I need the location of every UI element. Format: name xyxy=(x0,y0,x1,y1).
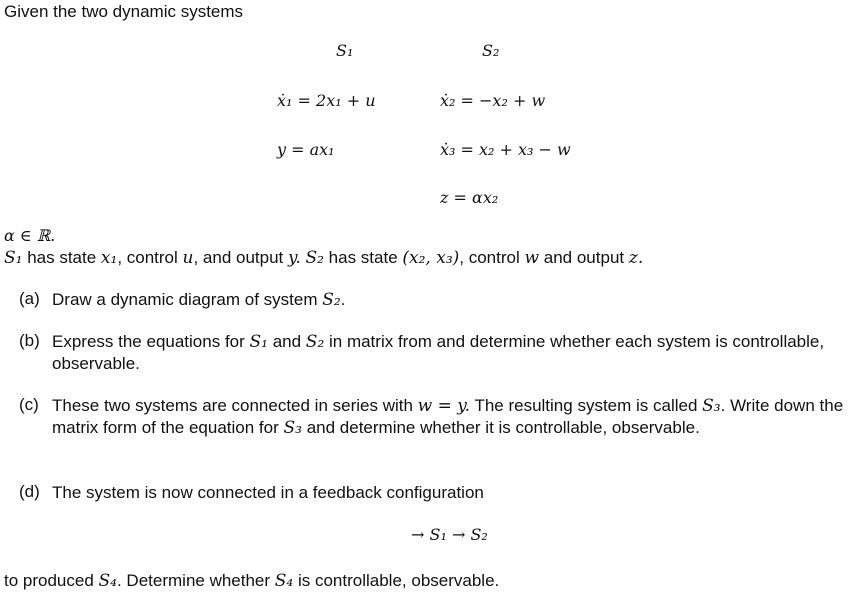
system-description xyxy=(4,248,643,268)
desc-s2: S₂ xyxy=(305,248,324,268)
s2-header-symbol: S₂ xyxy=(482,41,500,60)
item-b-label: (b) xyxy=(19,331,40,350)
desc-s1: S₁ xyxy=(4,248,23,268)
s1-output-equation: y = ax₁ xyxy=(277,140,335,159)
closing-text-2: . Determine whether xyxy=(116,571,275,590)
item-c-text-1: These two systems are connected in series with xyxy=(52,396,418,415)
item-c-s3: S₃ xyxy=(702,396,721,416)
item-c-text-2: The resulting system is called xyxy=(470,396,703,415)
desc-text-1: has state xyxy=(22,248,101,267)
alpha-domain: α ∈ ℝ. xyxy=(4,226,56,245)
desc-text-7: and output xyxy=(539,248,629,267)
desc-state2: (x₂, x₃) xyxy=(402,248,460,268)
item-c-equation: w = y. xyxy=(417,396,471,416)
item-a-label: (a) xyxy=(19,289,40,308)
desc-text-3: , and output xyxy=(193,248,288,267)
item-a-text-1: Draw a dynamic diagram of system xyxy=(52,290,323,309)
item-a-s2: S₂ xyxy=(322,290,341,310)
intro-text: Given the two dynamic systems xyxy=(4,2,244,21)
item-c-text xyxy=(52,395,864,439)
s2-state-equation-2: ẋ₃ = x₂ + x₃ − w xyxy=(440,140,571,159)
closing-s4-second: S₄ xyxy=(274,571,294,591)
closing-s4: S₄ xyxy=(98,571,117,591)
s2-output-equation: z = αx₂ xyxy=(440,188,499,207)
desc-w: w xyxy=(524,248,540,268)
item-c-text-4: and determine whether it is controllable, observable. xyxy=(301,418,700,437)
desc-u: u xyxy=(182,248,194,268)
s1-state-equation: ẋ₁ = 2x₁ + u xyxy=(277,91,376,110)
item-b-s2: S₂ xyxy=(305,332,325,352)
item-d-text: The system is now connected in a feedback configuration xyxy=(52,483,484,502)
item-c-text-3: . Write down the matrix form of the equation for xyxy=(52,396,844,437)
s2-header xyxy=(482,41,499,60)
s2-state-equation-1: ẋ₂ = −x₂ + w xyxy=(440,91,546,110)
item-c-label: (c) xyxy=(19,395,39,414)
item-b-s1: S₁ xyxy=(249,332,268,352)
item-b-text-1: Express the equations for xyxy=(52,332,250,351)
item-a-text xyxy=(52,289,864,311)
closing-text xyxy=(4,571,499,591)
closing-text-1: to produced xyxy=(4,571,99,590)
desc-z: z. xyxy=(628,248,644,268)
closing-text-3: is controllable, observable. xyxy=(293,571,500,590)
item-d-label: (d) xyxy=(19,482,40,501)
feedback-diagram: → S₁ → S₂ xyxy=(411,525,488,544)
desc-text-6: , control xyxy=(459,248,525,267)
item-b-text xyxy=(52,331,864,374)
item-b-text-2: and xyxy=(267,332,306,351)
s1-header xyxy=(336,41,353,60)
item-a-text-2: . xyxy=(340,290,346,309)
desc-text-2: , control xyxy=(117,248,183,267)
desc-text-5: has state xyxy=(323,248,403,267)
item-c-s3-second: S₃ xyxy=(283,418,302,438)
desc-x1: x₁ xyxy=(100,248,118,268)
s1-header-symbol: S₁ xyxy=(336,41,354,60)
item-b-text-3: in matrix from and determine whether each system is controllable, observable. xyxy=(52,332,825,373)
desc-y: y. xyxy=(288,248,301,268)
